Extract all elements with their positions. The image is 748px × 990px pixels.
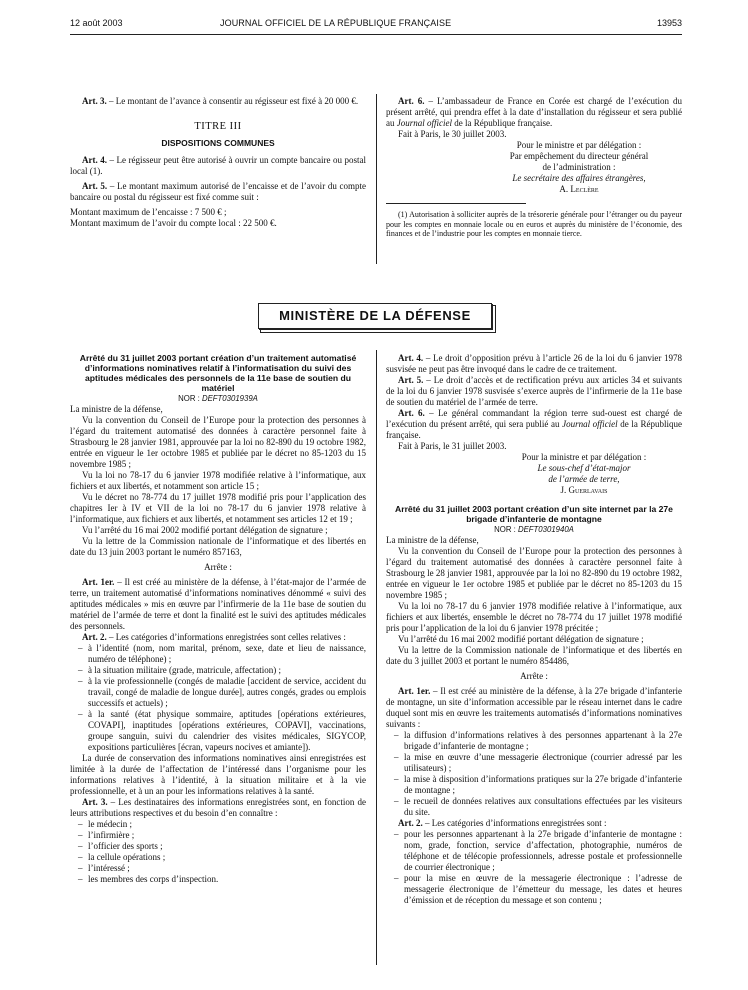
list-item: – l’officier des sports ; — [80, 841, 366, 852]
fait-line: Fait à Paris, le 30 juillet 2003. — [398, 129, 507, 139]
d1-art6-label: Art. 6. — [398, 408, 425, 418]
list-item: – pour les personnes appartenant à la 27e brigade d’infanterie de montagne : nom, grade, fonction, service d’affectation, photographie, numéros de téléphone et de télécopie professionnels, adresse postale et professionnelle de courrier électronique ; — [396, 829, 682, 873]
visa-arrete-2: Vu l’arrêté du 16 mai 2002 modifié portant délégation de signature ; — [398, 634, 644, 644]
avoir-line: Montant maximum de l’avoir du compte local : 22 500 €. — [70, 218, 277, 228]
nor-line-2 — [386, 524, 682, 535]
d1-art3-paragraph — [70, 797, 366, 819]
visa-arrete-1: Vu l’arrêté du 16 mai 2002 modifié portant délégation de signature ; — [82, 525, 328, 535]
list-item: – pour la mise en œuvre de la messagerie électronique : l’adresse de messagerie électronique de l’émetteur du message, les dates et heures d’émission et de réception du message et son contenu ; — [396, 873, 682, 906]
list-item: – la mise à disposition d’informations pratiques sur la 27e brigade d’infanterie de montagne ; — [396, 774, 682, 796]
signature-block — [476, 140, 682, 195]
art4-label: Art. 4. — [82, 155, 107, 165]
signature-line-3: de l’armée de terre, — [548, 474, 620, 484]
dispositions-heading: DISPOSITIONS COMMUNES — [161, 138, 275, 148]
d1-art1-label: Art. 1er. — [82, 577, 115, 587]
d1-art6-text-b: de la République française. — [386, 419, 683, 440]
d1-art4-text: – Le droit d’opposition prévu à l’article 26 de la loi du 6 janvier 1978 susvisée ne peut pas être invoqué dans le cadre de ce traitement. — [386, 353, 682, 374]
d1-art6-text-a: – Le général commandant la région terre sud-ouest est chargé de l’exécution du présent arrêté, qui sera publié au — [386, 408, 682, 429]
list-item: – le recueil de données relatives aux consultations effectuées par les visiteurs du site. — [396, 796, 682, 818]
decree-title-1: Arrêté du 31 juillet 2003 portant création d’un traitement automatisé d’informations nominatives relatif à l’informatisation du suivi des aptitudes médicales des personnels de la 11e base de soutien du matériel — [79, 353, 357, 393]
top-left-column — [70, 96, 366, 229]
minister-line-1: La ministre de la défense, — [70, 404, 163, 414]
decree-title-2: Arrêté du 31 juillet 2003 portant création d’un site internet par la 27e brigade d’infanterie de montagne — [395, 504, 673, 524]
visa-cnil-2: Vu la lettre de la Commission nationale de l’informatique et des libertés en date du 3 juillet 2003 et portant le numéro 854486, — [386, 645, 682, 666]
art3-paragraph — [70, 96, 366, 107]
signature-line-1: Pour le ministre et par délégation : — [516, 140, 642, 150]
d1-art2-label: Art. 2. — [82, 632, 107, 642]
nor-line-1 — [70, 393, 366, 404]
bottom-column-divider — [376, 350, 377, 965]
d2-art2-paragraph — [386, 818, 682, 829]
signature-name: A. Leclère — [559, 184, 599, 194]
page-header — [70, 18, 682, 32]
visa-loi-1: Vu la loi no 78-17 du 6 janvier 1978 modifiée relative à l’informatique, aux fichiers et aux libertés, et notamment son article 15 ; — [70, 470, 366, 491]
arrete-heading-2: Arrête : — [520, 671, 548, 681]
d1-art4-label: Art. 4. — [398, 353, 424, 363]
d1-art5-paragraph — [386, 375, 682, 408]
header-date: 12 août 2003 — [70, 18, 123, 28]
nor-code-2: DEFT0301940A — [517, 525, 574, 534]
visa-decret-1: Vu le décret no 78-774 du 17 juillet 1978 modifié pris pour l’application des chapitres Ier à IV et VII de la loi no 78-17 du 6 janvier 1978 relative à l’informatique, aux fichiers et aux libertés, et notamment ses articles 12 et 19 ; — [70, 492, 366, 524]
d1-art2-paragraph — [70, 632, 366, 643]
d1-art3-list — [70, 819, 366, 885]
signature-line-4: Le secrétaire des affaires étrangères, — [512, 173, 646, 183]
art5-paragraph — [70, 181, 366, 203]
signature-line-1: Pour la ministre et par délégation : — [521, 452, 647, 462]
header-page-number: 13953 — [656, 18, 682, 28]
list-item: – la cellule opérations ; — [80, 852, 366, 863]
visa-cnil-1: Vu la lettre de la Commission nationale de l’informatique et des libertés en date du 13 juin 2003 portant le numéro 857163, — [70, 536, 366, 557]
header-journal-title: JOURNAL OFFICIEL DE LA RÉPUBLIQUE FRANÇAISE — [220, 18, 452, 28]
retention-paragraph: La durée de conservation des informations nominatives ainsi enregistrées est limitée à la durée de l’affectation de l’intéressé dans l’organisme pour les informations relatives à l’identité, à la situation militaire et à la vie professionnelle, et à un an pour les informations relatives à la santé. — [70, 753, 366, 796]
d1-art2-list — [70, 643, 366, 753]
list-item: – l’infirmière ; — [80, 830, 366, 841]
list-item: – la diffusion d’informations relatives à des personnes appartenant à la 27e brigade d’infanterie de montagne ; — [396, 730, 682, 752]
d2-art1-list — [386, 730, 682, 818]
d1-art1-paragraph — [70, 577, 366, 632]
list-item: – l’intéressé ; — [80, 863, 366, 874]
d2-art2-list — [386, 829, 682, 906]
d2-art1-paragraph — [386, 686, 682, 730]
d1-art5-label: Art. 5. — [398, 375, 424, 385]
list-item: – le médecin ; — [80, 819, 366, 830]
visa-convention-1: Vu la convention du Conseil de l’Europe pour la protection des personnes à l’égard du traitement automatisé des données à caractère personnel faite à Strasbourg le 28 janvier 1981, approuvée par la loi no 82-890 du 19 octobre 1982, entrée en vigueur le 1er octobre 1985 et publiée par le décret no 85-1203 du 15 novembre 1985 ; — [70, 415, 366, 469]
journal-officiel-ref: Journal officiel — [396, 118, 452, 128]
art6-text-b: de la République française. — [452, 118, 553, 128]
list-item: – à la vie professionnelle (congés de maladie [accident de service, accident du travail, congé de maladie de longue durée], autres congés, grades ou emplois successifs et actuels) ; — [80, 676, 366, 709]
d2-art1-label: Art. 1er. — [398, 686, 431, 696]
visa-loi-2: Vu la loi no 78-17 du 6 janvier 1978 modifiée relative à l’informatique, aux fichiers et aux libertés, ensemble le décret no 78-774 du 17 juillet 1978 modifié pris pour l’application de la loi du 6 janvier 1978 précitée ; — [386, 601, 682, 633]
right-column — [386, 353, 682, 906]
journal-officiel-ref: Journal officiel — [562, 419, 618, 429]
art3-label: Art. 3. — [82, 96, 107, 106]
d2-art1-text: – Il est créé au ministère de la défense, à la 27e brigade d’infanterie de montagne, un site d’information accessible par le réseau internet dans le cadre duquel sont mis en œuvre les traitements automatisés d’informations nominatives suivants : — [386, 686, 682, 729]
d1-art3-label: Art. 3. — [82, 797, 108, 807]
visa-convention-2: Vu la convention du Conseil de l’Europe pour la protection des personnes à l’égard du traitement automatisé des données à caractère personnel faite à Strasbourg le 28 janvier 1981, approuvée par la loi no 82-890 du 19 octobre 1982, entrée en vigueur le 1er octobre 1985 et publiée par le décret no 85-1203 du 15 novembre 1985 ; — [386, 546, 682, 600]
d1-art3-text: – Les destinataires des informations enregistrées sont, en fonction de leurs attributions respectives et du besoin d’en connaître : — [70, 797, 366, 818]
d1-art6-paragraph — [386, 408, 682, 441]
list-item: – à la santé (état physique sommaire, aptitudes [opérations extérieures, COVAPI], inaptitudes [opérations extérieures, COPAVI], vaccinations, groupe sanguin, suivi du calendrier des visites médicales, SIGYCOP, expositions particulières [écran, vapeurs nocives et amiante]). — [80, 709, 366, 753]
art5-text: – Le montant maximum autorisé de l’encaisse et de l’avoir du compte bancaire ou postal du régisseur est fixé comme suit : — [70, 181, 366, 202]
signature-name: J. Guerlavais — [560, 485, 608, 495]
list-item: – à l’identité (nom, nom marital, prénom, sexe, date et lieu de naissance, numéro de téléphone) ; — [80, 643, 366, 665]
art6-text-a: – L’ambassadeur de France en Corée est chargé de l’exécution du présent arrêté, qui prendra effet à la date d’installation du régisseur et sera publié au — [386, 96, 682, 128]
d2-art2-text: – Les catégories d’informations enregistrées sont : — [422, 818, 607, 828]
minister-line-2: La ministre de la défense, — [386, 535, 479, 545]
d1-art2-text: – Les catégories d’informations enregistrées sont celles relatives : — [106, 632, 346, 642]
art6-label: Art. 6. — [398, 96, 425, 106]
art6-paragraph — [386, 96, 682, 129]
header-rule — [70, 34, 682, 35]
arrete-heading-1: Arrête : — [204, 562, 232, 572]
titre-heading: TITRE III — [194, 121, 242, 132]
signature-line-3: de l’administration : — [542, 162, 616, 172]
d2-art2-label: Art. 2. — [398, 818, 423, 828]
left-column — [70, 353, 366, 885]
list-item: – à la situation militaire (grade, matricule, affectation) ; — [80, 665, 366, 676]
footnote: (1) Autorisation à solliciter auprès de la trésorerie générale pour l’étranger ou du payeur pour les comptes en monnaie locale ou en euros et auprès du ministère de l’économie, des finances et de l’industrie pour les comptes en monnaie tierce. — [386, 210, 682, 238]
art3-text: – Le montant de l’avance à consentir au régisseur est fixé à 20 000 €. — [106, 96, 359, 106]
d1-art1-text: – Il est créé au ministère de la défense, à l’état-major de l’armée de terre, un traitement automatisé d’informations nominatives dénommé « suivi des aptitudes médicales » mis en œuvre par l’infirmerie de la 11e base de soutien du matériel de l’armée de terre et dont la finalité est le suivi des aptitudes médicales des personnels. — [70, 577, 366, 631]
encaisse-line: Montant maximum de l’encaisse : 7 500 € ; — [70, 207, 227, 217]
nor-code-1: DEFT0301939A — [201, 394, 258, 403]
footnote-rule — [386, 203, 526, 204]
art4-text: – Le régisseur peut être autorisé à ouvrir un compte bancaire ou postal local (1). — [70, 155, 366, 176]
list-item: – les membres des corps d’inspection. — [80, 874, 366, 885]
signature-line-2: Le sous-chef d’état-major — [537, 463, 631, 473]
nor-label-1: NOR : — [178, 394, 202, 403]
art5-label: Art. 5. — [82, 181, 108, 191]
signature-line-2: Par empêchement du directeur général — [509, 151, 649, 161]
nor-label-2: NOR : — [494, 525, 518, 534]
fait-line-2: Fait à Paris, le 31 juillet 2003. — [398, 441, 507, 451]
ministry-banner: MINISTÈRE DE LA DÉFENSE — [258, 303, 492, 329]
signature-block-2 — [486, 452, 682, 496]
art4-paragraph — [70, 155, 366, 177]
top-right-column — [386, 96, 682, 239]
d1-art5-text: – Le droit d’accès et de rectification prévu aux articles 34 et suivants de la loi du 6 janvier 1978 susvisée s’exerce auprès de l’infirmerie de la 11e base de soutien du matériel de l’armée de terre. — [386, 375, 683, 407]
d1-art4-paragraph — [386, 353, 682, 375]
top-column-divider — [376, 94, 377, 264]
list-item: – la mise en œuvre d’une messagerie électronique (courrier adressé par les utilisateurs) ; — [396, 752, 682, 774]
